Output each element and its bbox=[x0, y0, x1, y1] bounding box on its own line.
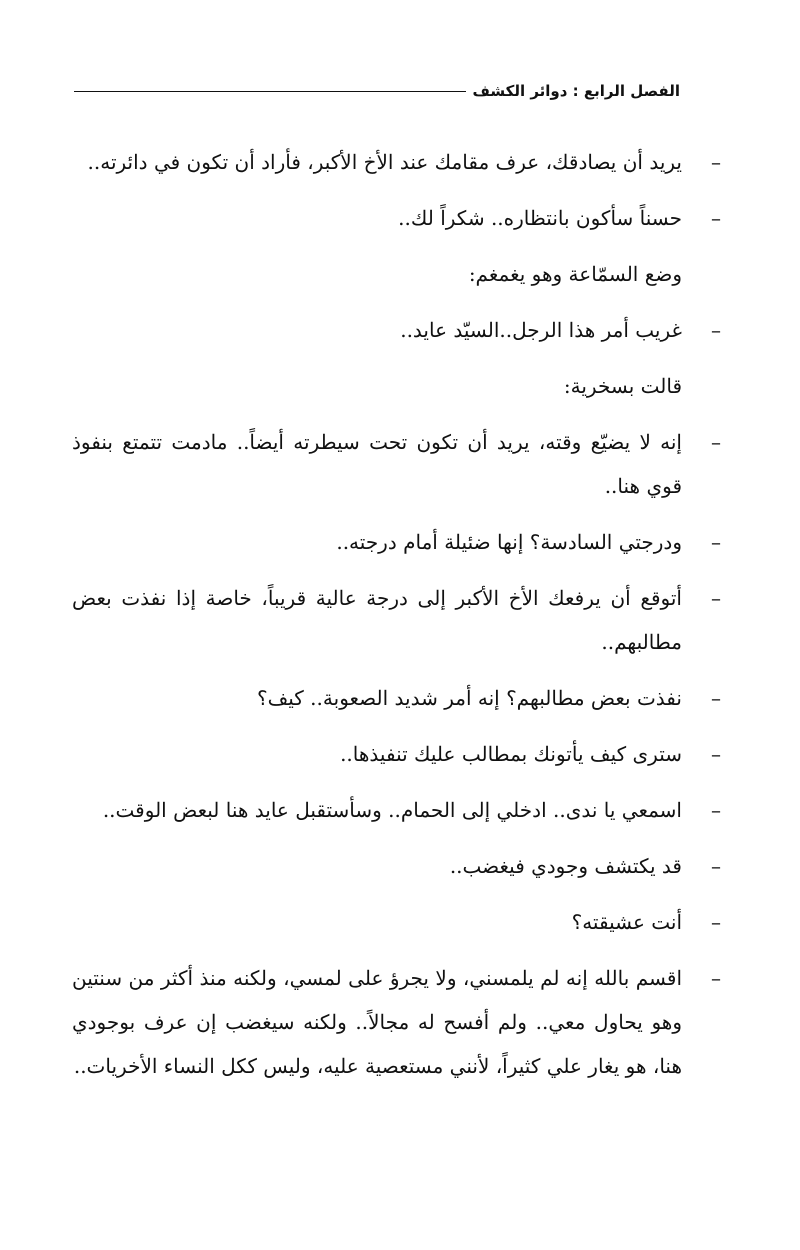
header-rule bbox=[74, 91, 466, 92]
dialogue-line bbox=[72, 676, 726, 720]
paragraph-text: غريب أمر هذا الرجل..السيّد عايد.. bbox=[400, 318, 682, 342]
dialogue-line bbox=[72, 900, 726, 944]
dialogue-line bbox=[72, 520, 726, 564]
dialogue-line bbox=[72, 308, 726, 352]
paragraph-text: قد يكتشف وجودي فيغضب.. bbox=[449, 854, 682, 878]
narration-line bbox=[72, 364, 726, 408]
dialogue-dash: – bbox=[711, 742, 721, 766]
dialogue-dash: – bbox=[711, 530, 721, 554]
dialogue-line bbox=[72, 140, 726, 184]
dialogue-dash: – bbox=[711, 966, 721, 990]
dialogue-dash: – bbox=[711, 430, 721, 454]
dialogue-line bbox=[72, 576, 726, 664]
paragraph-text: قالت بسخرية: bbox=[563, 374, 682, 398]
paragraph-text: إنه لا يضيّع وقته، يريد أن تكون تحت سيطرته أيضاً.. مادمت تتمتع بنفوذ قوي هنا.. bbox=[72, 430, 682, 498]
dialogue-dash: – bbox=[711, 586, 721, 610]
paragraph-text: وضع السمّاعة وهو يغمغم: bbox=[468, 262, 682, 286]
paragraph-text: سترى كيف يأتونك بمطالب عليك تنفيذها.. bbox=[340, 742, 682, 766]
dialogue-dash: – bbox=[711, 910, 721, 934]
narration-line bbox=[72, 252, 726, 296]
paragraph-text: ودرجتي السادسة؟ إنها ضئيلة أمام درجته.. bbox=[336, 530, 682, 554]
dialogue-line bbox=[72, 420, 726, 508]
dialogue-dash: – bbox=[711, 318, 721, 342]
paragraph-text: حسناً سأكون بانتظاره.. شكراً لك.. bbox=[398, 206, 682, 230]
dialogue-dash: – bbox=[711, 798, 721, 822]
paragraph-text: أنت عشيقته؟ bbox=[571, 910, 682, 934]
dialogue-dash: – bbox=[711, 686, 721, 710]
paragraph-text: اسمعي يا ندى.. ادخلي إلى الحمام.. وسأستقبل عايد هنا لبعض الوقت.. bbox=[102, 798, 682, 822]
paragraph-text: اقسم بالله إنه لم يلمسني، ولا يجرؤ على لمسي، ولكنه منذ أكثر من سنتين وهو يحاول معي.. ولم أفسح له مجالاً.. ولكنه سيغضب إن عرف بوجودي هنا، هو يغار علي كثيراً، لأنني مستعصية عليه، وليس ككل النساء الأخريات.. bbox=[72, 966, 682, 1078]
chapter-title: الفصل الرابع : دوائر الكشف bbox=[472, 82, 680, 100]
dialogue-line bbox=[72, 196, 726, 240]
dialogue-dash: – bbox=[711, 150, 721, 174]
dialogue-dash: – bbox=[711, 854, 721, 878]
running-header bbox=[74, 78, 680, 104]
dialogue-line bbox=[72, 844, 726, 888]
paragraph-text: نفذت بعض مطالبهم؟ إنه أمر شديد الصعوبة.. كيف؟ bbox=[256, 686, 682, 710]
dialogue-line bbox=[72, 732, 726, 776]
paragraph-text: يريد أن يصادقك، عرف مقامك عند الأخ الأكبر، فأراد أن تكون في دائرته.. bbox=[87, 150, 682, 174]
dialogue-line bbox=[72, 956, 726, 1088]
dialogue-line bbox=[72, 788, 726, 832]
paragraph-text: أتوقع أن يرفعك الأخ الأكبر إلى درجة عالية قريباً، خاصة إذا نفذت بعض مطالبهم.. bbox=[72, 586, 682, 654]
dialogue-dash: – bbox=[711, 206, 721, 230]
page-body bbox=[72, 140, 726, 1100]
